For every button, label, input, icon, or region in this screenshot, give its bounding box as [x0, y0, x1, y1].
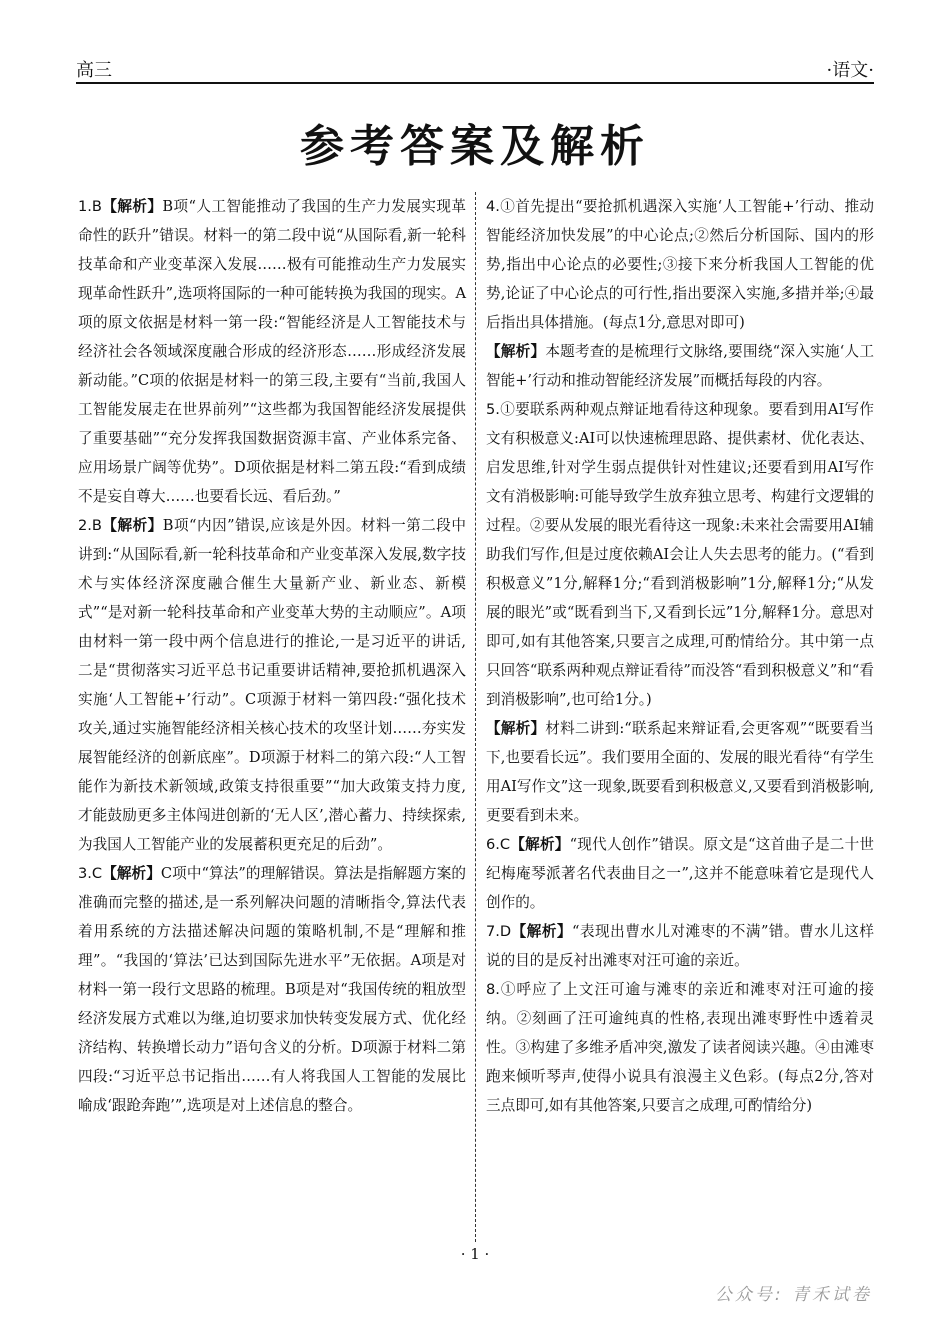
answer-item-8: [486, 975, 874, 1120]
left-column: [78, 192, 466, 1120]
analysis-tag: 【解析】: [510, 836, 570, 853]
page-number: · 1 ·: [460, 1245, 490, 1263]
analysis-tag: 【解析】: [486, 720, 546, 737]
answer-item-7: [486, 917, 874, 975]
answer-text: 本题考查的是梳理行文脉络,要围绕“深入实施‘人工智能+’行动和推动智能经济发展”而概括每段的内容。: [486, 343, 874, 389]
answer-number: 4.: [486, 198, 500, 215]
column-divider: [475, 192, 476, 1242]
answer-item-5: [486, 395, 874, 714]
answer-number: 6.C: [486, 836, 511, 853]
page-title: 参考答案及解析: [300, 121, 650, 172]
answer-text: C项中“算法”的理解错误。算法是指解题方案的准确而完整的描述,是一系列解决问题的清晰指令,算法代表着用系统的方法描述解决问题的策略机制,不是“理解和推理”。“我国的‘算法’已达到国际先进水平”无依据。A项是对材料一第一段行文思路的梳理。B项是对“我国传统的粗放型经济发展方式难以为继,迫切要求加快转变发展方式、优化经济结构、转换增长动力”语句含义的分析。D项源于材料二第四段:“习近平总书记指出……有人将我国人工智能的发展比喻成‘跟跄奔跑’”,选项是对上述信息的整合。: [78, 865, 466, 1114]
analysis-tag: 【解析】: [101, 198, 163, 215]
answer-text: ①首先提出“要抢抓机遇深入实施‘人工智能+’行动、推动智能经济加快发展”的中心论点;②然后分析国际、国内的形势,指出中心论点的必要性;③接下来分析我国人工智能的优势,论证了中心论点的可行性,指出要深入实施,多措并举;④最后指出具体措施。(每点1分,意思对即可): [486, 198, 874, 331]
answer-text: ①呼应了上文汪可逾与滩枣的亲近和滩枣对汪可逾的接纳。②刻画了汪可逾纯真的性格,表现出滩枣野性中透着灵性。③构建了多维矛盾冲突,激发了读者阅读兴趣。④由滩枣跑来倾听琴声,使得小说具有浪漫主义色彩。(每点2分,答对三点即可,如有其他答案,只要言之成理,可酌情给分): [486, 981, 874, 1114]
answer-item-6: [486, 830, 874, 917]
analysis-tag: 【解析】: [101, 517, 163, 534]
answer-number: 8.: [486, 981, 500, 998]
answer-number: 3.C: [78, 865, 103, 882]
answer-text: “表现出曹水儿对滩枣的不满”错。曹水儿这样说的目的是反衬出滩枣对汪可逾的亲近。: [486, 923, 874, 969]
subject-label: ·语文·: [826, 60, 874, 81]
answer-number: 2.B: [78, 517, 102, 534]
answer-text: B项“内因”错误,应该是外因。材料一第二段中讲到:“从国际看,新一轮科技革命和产业变革深入发展,数字技术与实体经济深度融合催生大量新产业、新业态、新模式”“是对新一轮科技革命和产业变革大势的主动顺应”。A项由材料一第一段中两个信息进行的推论,一是习近平的讲话,二是“贯彻落实习近平总书记重要讲话精神,要抢抓机遇深入实施‘人工智能+’行动”。C项源于材料一第四段:“强化技术攻关,通过实施智能经济相关核心技术的攻坚计划……夯实发展智能经济的创新底座”。D项源于材料二的第六段:“人工智能作为新技术新领域,政策支持很重要”“加大政策支持力度,才能鼓励更多主体闯进创新的‘无人区’,潜心蓄力、持续探索,为我国人工智能产业的发展蓄积更充足的后劲”。: [78, 517, 466, 853]
answer-item-4-analysis: [486, 337, 874, 395]
answer-number: 1.B: [78, 198, 102, 215]
answer-item-4: [486, 192, 874, 337]
answer-item-2: [78, 511, 466, 859]
watermark: 公众号: 青禾试卷: [714, 1285, 872, 1305]
analysis-tag: 【解析】: [102, 865, 161, 882]
page-header: [76, 56, 874, 84]
grade-label: 高三: [76, 60, 112, 81]
right-column: [486, 192, 874, 1120]
answer-text: 材料二讲到:“联系起来辩证看,会更客观”“既要看当下,也要看长远”。我们要用全面的、发展的眼光看待“有学生用AI写作文”这一现象,既要看到积极意义,又要看到消极影响,更要看到未来。: [486, 720, 874, 824]
analysis-tag: 【解析】: [486, 343, 546, 360]
answer-number: 7.D: [486, 923, 512, 940]
answer-item-3: [78, 859, 466, 1120]
answer-item-5-analysis: [486, 714, 874, 830]
analysis-tag: 【解析】: [511, 923, 572, 940]
answer-text: “现代人创作”错误。原文是“这首曲子是二十世纪梅庵琴派著名代表曲目之一”,这并不能意味着它是现代人创作的。: [486, 836, 874, 911]
answer-item-1: [78, 192, 466, 511]
answer-text: ①要联系两种观点辩证地看待这种现象。要看到用AI写作文有积极意义:AI可以快速梳理思路、提供素材、优化表达、启发思维,针对学生弱点提供针对性建议;还要看到用AI写作文有消极影响:可能导致学生放弃独立思考、构建行文逻辑的过程。②要从发展的眼光看待这一现象:未来社会需要用AI辅助我们写作,但是过度依赖AI会让人失去思考的能力。(“看到积极意义”1分,解释1分;“看到消极影响”1分,解释1分;“从发展的眼光”或“既看到当下,又看到长远”1分,解释1分。意思对即可,如有其他答案,只要言之成理,可酌情给分。其中第一点只回答“联系两种观点辩证看待”而没答“看到积极意义”和“看到消极影响”,也可给1分。): [486, 401, 874, 708]
answer-text: B项“人工智能推动了我国的生产力发展实现革命性的跃升”错误。材料一的第二段中说“从国际看,新一轮科技革命和产业变革深入发展……极有可能推动生产力发展实现革命性跃升”,选项将国际的一种可能转换为我国的现实。A项的原文依据是材料一第一段:“智能经济是人工智能技术与经济社会各领域深度融合形成的经济形态……形成经济发展新动能。”C项的依据是材料一的第三段,主要有“当前,我国人工智能发展走在世界前列”“这些都为我国智能经济发展提供了重要基础”“充分发挥我国数据资源丰富、产业体系完备、应用场景广阔等优势”。D项依据是材料二第五段:“看到成绩不是妄自尊大……也要看长远、看后劲。”: [78, 198, 466, 505]
answer-number: 5.: [486, 401, 500, 418]
